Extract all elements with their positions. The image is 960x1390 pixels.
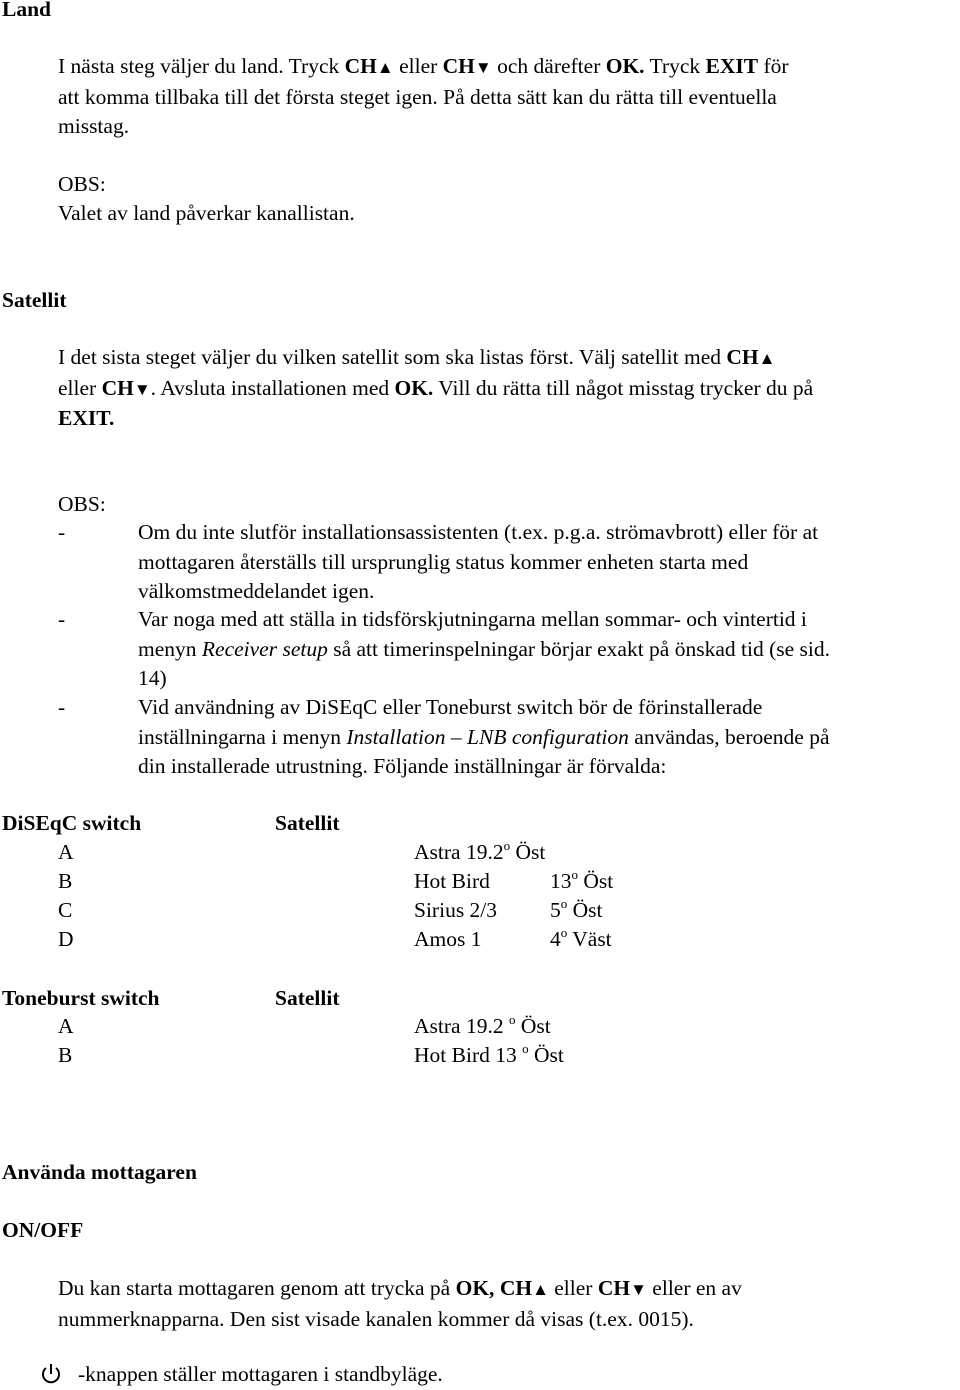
toneburst-table-header-switch: Toneburst switch bbox=[2, 986, 160, 1010]
table-row-position: 4$^o$ Väst bbox=[550, 925, 612, 951]
table-row-satellite: Hot Bird 13 $^o$ Öst bbox=[414, 1041, 564, 1067]
satellit-line-1: I det sista steget väljer du vilken satellit som ska listas först. Välj satellit med CH▲ bbox=[58, 345, 776, 369]
anvanda-paragraph bbox=[58, 1274, 958, 1334]
land-obs-text: Valet av land påverkar kanallistan. bbox=[58, 201, 355, 225]
diseqc-table-header-satellit: Satellit bbox=[275, 811, 340, 835]
table-row-satellite: Hot Bird bbox=[414, 869, 490, 893]
table-row-satellite: Sirius 2/3 bbox=[414, 898, 498, 922]
table-row-port: A bbox=[58, 1014, 74, 1038]
land-line-2: att komma tillbaka till det första steget igen. På detta sätt kan du rätta till eventuella bbox=[58, 84, 777, 109]
power-icon bbox=[38, 1361, 64, 1387]
subheading-on-off: ON/OFF bbox=[2, 1218, 84, 1242]
satellit-line-2: eller CH▼. Avsluta installationen med OK. Vill du rätta till något misstag trycker du på bbox=[58, 375, 814, 400]
table-row-satellite: Amos 1 bbox=[414, 927, 482, 951]
table-row-port: D bbox=[58, 927, 74, 951]
table-row-satellite: Astra 19.2 $^o$ Öst bbox=[414, 1012, 551, 1038]
list-dash: - bbox=[58, 695, 66, 719]
down-triangle-icon: ▼ bbox=[133, 379, 151, 399]
up-triangle-icon: ▲ bbox=[758, 349, 776, 368]
satellit-paragraph bbox=[58, 343, 958, 434]
table-row-port: B bbox=[58, 869, 73, 893]
list-dash: - bbox=[58, 520, 66, 544]
table-row-position: 5$^o$ Öst bbox=[550, 896, 603, 922]
list-item-3: Vid användning av DiSEqC eller Toneburst switch bör de förinstallerade inställningarna i menyn Installation – LNB configuration användas, beroende på din installerade utrustning. Följande inställningar är förvalda: bbox=[138, 695, 830, 778]
land-paragraph bbox=[58, 52, 958, 142]
list-dash: - bbox=[58, 607, 66, 631]
down-triangle-icon: ▼ bbox=[630, 1280, 647, 1299]
up-triangle-icon: ▲ bbox=[532, 1280, 549, 1299]
table-row-satellite: Astra 19.2$^o$ Öst bbox=[414, 838, 546, 864]
toneburst-table-header-satellit: Satellit bbox=[275, 986, 340, 1010]
list-item-1: Om du inte slutför installationsassistenten (t.ex. p.g.a. strömavbrott) eller för at mottagaren återställs till ursprunglig status kommer enheten starta med välkomstmeddelandet igen. bbox=[138, 520, 819, 603]
table-row-port: B bbox=[58, 1043, 73, 1067]
section-heading-satellit: Satellit bbox=[2, 288, 67, 312]
standby-text: -knappen ställer mottagaren i standbyläge. bbox=[78, 1362, 443, 1386]
table-row-port: A bbox=[58, 840, 74, 864]
up-triangle-icon: ▲ bbox=[376, 58, 394, 77]
section-heading-anvanda: Använda mottagaren bbox=[2, 1160, 197, 1184]
section-heading-land: Land bbox=[2, 0, 52, 21]
down-triangle-icon: ▼ bbox=[474, 58, 492, 77]
satellit-obs-label: OBS: bbox=[58, 492, 106, 516]
land-line-1: I nästa steg väljer du land. Tryck CH▲ eller CH▼ och därefter OK. Tryck EXIT för bbox=[58, 54, 789, 78]
diseqc-table-header-switch: DiSEqC switch bbox=[2, 811, 142, 835]
anvanda-line-2: nummerknapparna. Den sist visade kanalen kommer då visas (t.ex. 0015). bbox=[58, 1306, 694, 1331]
satellit-line-3: EXIT. bbox=[58, 406, 115, 430]
anvanda-line-1: Du kan starta mottagaren genom att trycka på OK, CH▲ eller CH▼ eller en av bbox=[58, 1276, 742, 1300]
land-obs-label: OBS: bbox=[58, 172, 106, 196]
land-line-3: misstag. bbox=[58, 114, 130, 138]
list-item-2: Var noga med att ställa in tidsförskjutningarna mellan sommar- och vintertid i menyn Receiver setup så att timerinspelningar börjar exakt på önskad tid (se sid. 14) bbox=[138, 607, 830, 690]
table-row-position: 13$^o$ Öst bbox=[550, 867, 614, 893]
table-row-port: C bbox=[58, 898, 73, 922]
